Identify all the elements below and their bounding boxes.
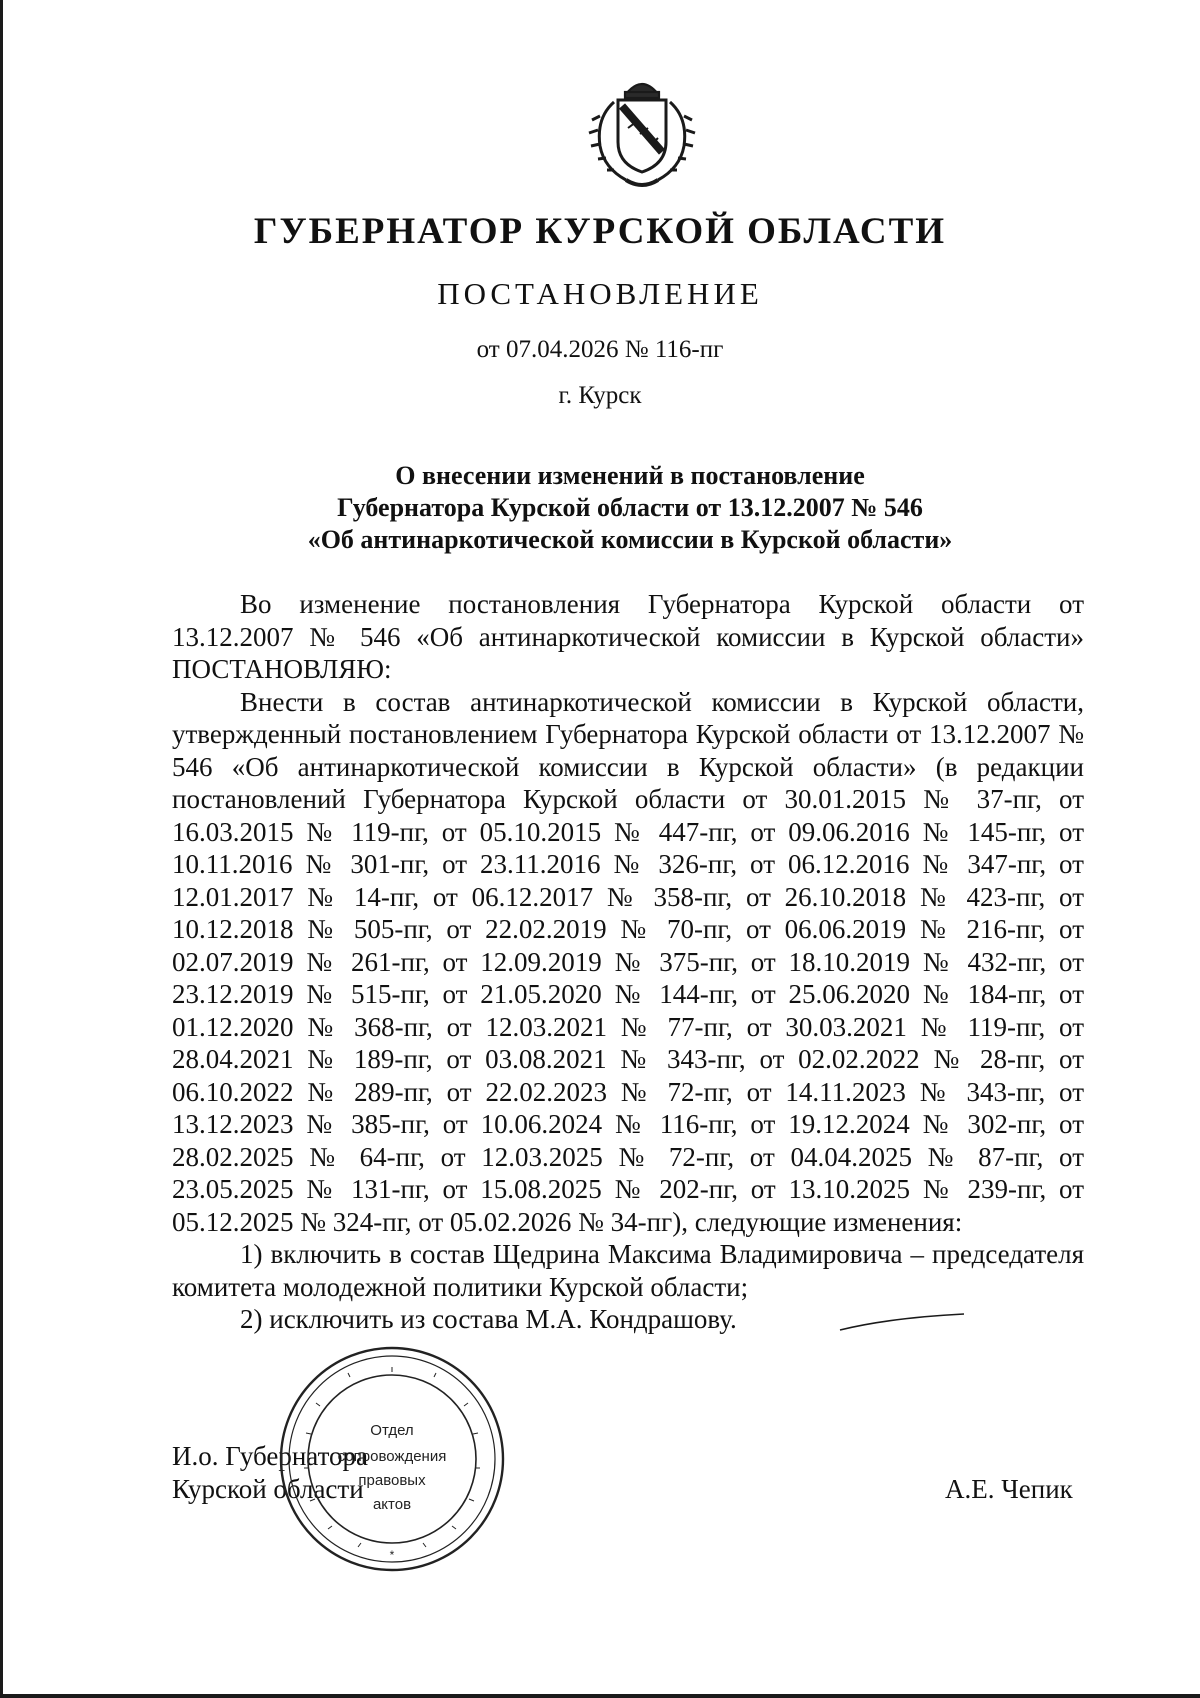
- scan-edge-bottom: [0, 1694, 1200, 1698]
- title-line: «Об антинаркотической комиссии в Курской области»: [307, 525, 953, 554]
- change-item-2: 2) исключить из состава М.А. Кондрашову.: [240, 1304, 737, 1334]
- main-paragraph: Внести в состав антинаркотической комиссии в Курской области, утвержденный постановлением Губернатора Курской области от 13.12.2007 № 546 «Об антинаркотической комиссии в Курской области» (в редакции постановлений Губернатора Курской области от 30.01.2015 № 37-пг, от 16.03.2015 № 119-пг, от 05.10.2015 № 447-пг, от 09.06.2016 № 145-пг, от 10.11.2016 № 301-пг, от 23.11.2016 № 326-пг, от 06.12.2016 № 347-пг, от 12.01.2017 № 14-пг, от 06.12.2017 № 358-пг, от 26.10.2018 № 423-пг, от 10.12.2018 № 505-пг, от 22.02.2019 № 70-пг, от 06.06.2019 № 216-пг, от 02.07.2019 № 261-пг, от 12.09.2019 № 375-пг, от 18.10.2019 № 432-пг, от 23.12.2019 № 515-пг, от 21.05.2020 № 144-пг, от 25.06.2020 № 184-пг, от 01.12.2020 № 368-пг, от 12.03.2021 № 77-пг, от 30.03.2021 № 119-пг, от 28.04.2021 № 189-пг, от 03.08.2021 № 343-пг, от 02.02.2022 № 28-пг, от 06.10.2022 № 289-пг, от 22.02.2023 № 72-пг, от 14.11.2023 № 343-пг, от 13.12.2023 № 385-пг, от 10.06.2024 № 116-пг, от 19.12.2024 № 302-пг, от 28.02.2025 № 64-пг, от 12.03.2025 № 72-пг, от 04.04.2025 № 87-пг, от 23.05.2025 № 131-пг, от 15.08.2025 № 202-пг, от 13.10.2025 № 239-пг, от 05.12.2025 № 324-пг, от 05.02.2026 № 34-пг), следующие изменения:: [172, 686, 1084, 1237]
- issuing-authority: ГУБЕРНАТОР КУРСКОЙ ОБЛАСТИ: [253, 211, 947, 252]
- document-body: [172, 588, 1084, 1336]
- preamble-paragraph: Во изменение постановления Губернатора Курской области от 13.12.2007 № 546 «Об антинаркотической комиссии в Курской области» ПОСТАНОВЛЯЮ:: [172, 589, 1084, 684]
- stamp-text-line: актов: [372, 1496, 412, 1513]
- svg-text:*: *: [389, 1548, 395, 1562]
- coat-of-arms-icon: [578, 72, 706, 194]
- stamp-text-line: сопровождения: [337, 1448, 447, 1465]
- scan-edge-left: [0, 0, 3, 1698]
- document-title: [0, 460, 1200, 556]
- document-type: ПОСТАНОВЛЕНИЕ: [437, 276, 763, 311]
- change-item-1: 1) включить в состав Щедрина Максима Владимировича – председателя комитета молодежной политики Курской области;: [172, 1239, 1084, 1302]
- document-city: г. Курск: [558, 382, 642, 409]
- title-line: О внесении изменений в постановление: [395, 461, 865, 490]
- document-number: от 07.04.2026 № 116-пг: [476, 336, 724, 363]
- signatory-position-line: И.о. Губернатора: [172, 1441, 369, 1471]
- stamp-text-line: Отдел: [370, 1422, 414, 1439]
- title-line: Губернатора Курской области от 13.12.2007 № 546: [337, 493, 923, 522]
- official-stamp-icon: [276, 1343, 508, 1575]
- signatory-name: А.Е. Чепик: [945, 1474, 1073, 1504]
- pen-stroke-mark: [838, 1310, 968, 1334]
- signatory-position-line: Курской области: [172, 1473, 364, 1504]
- stamp-text-line: правовых: [358, 1472, 426, 1489]
